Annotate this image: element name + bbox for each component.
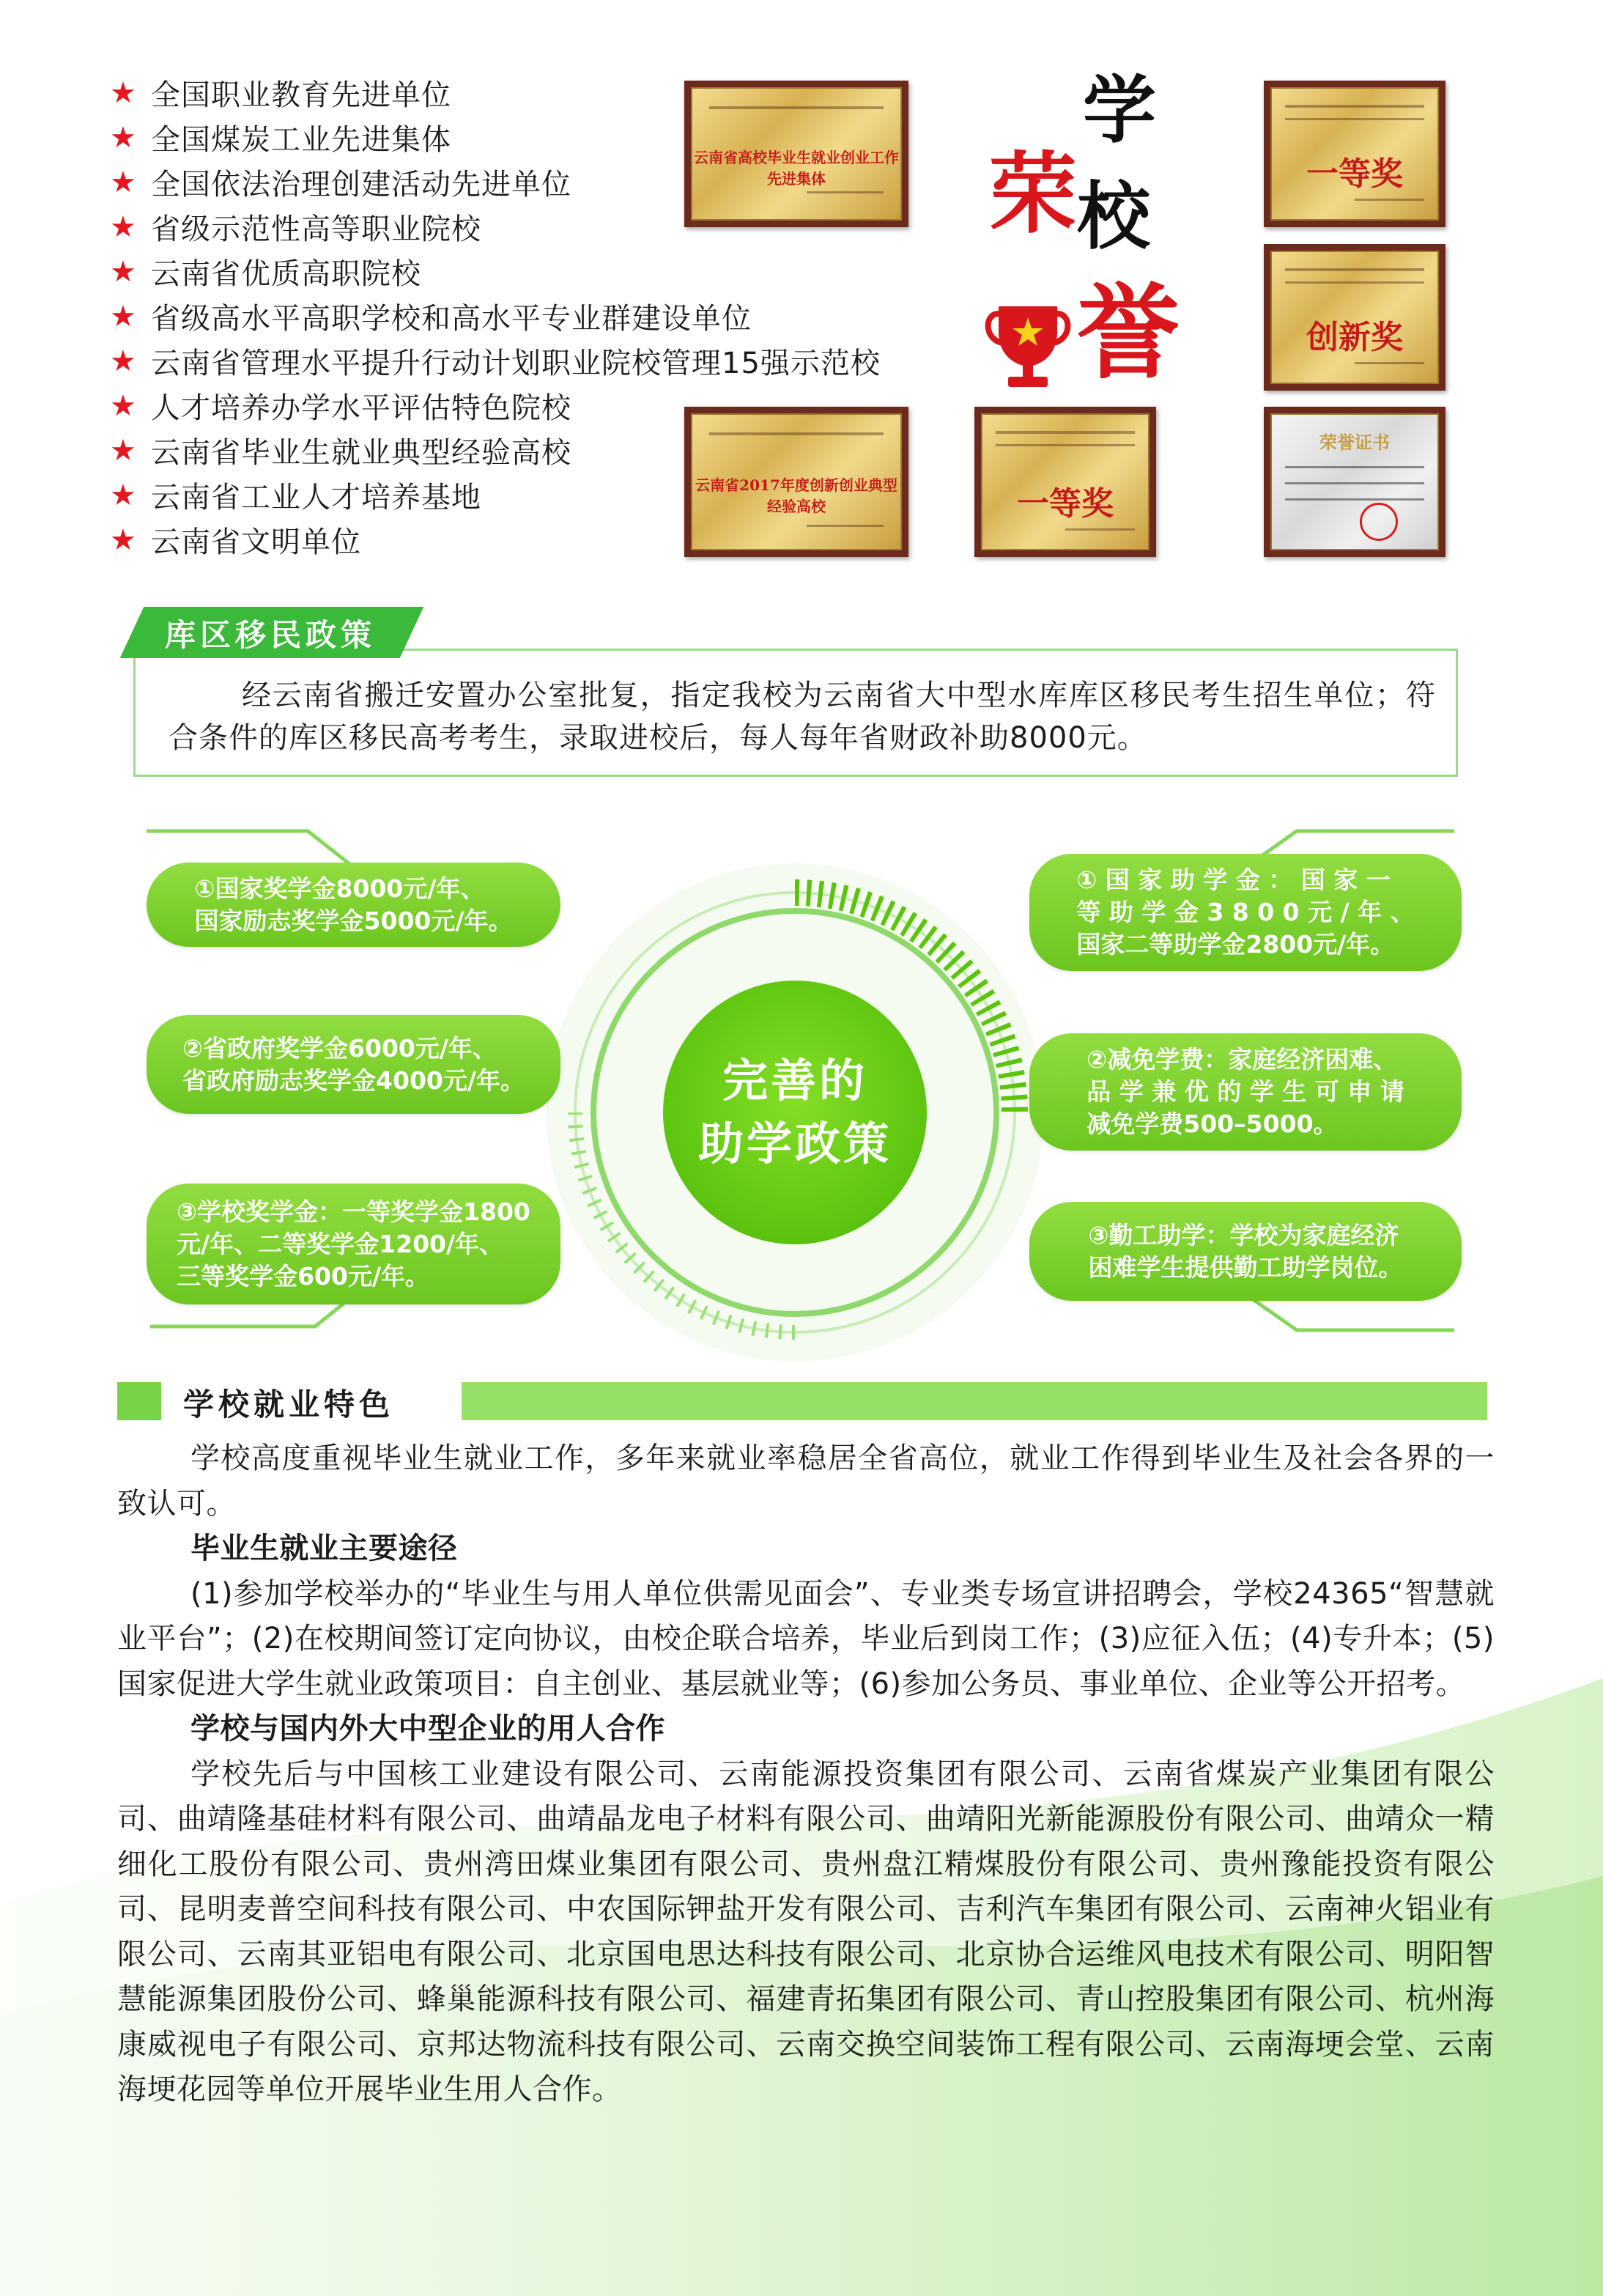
star-icon: ★ xyxy=(110,344,137,378)
policy-text: 经云南省搬迁安置办公室批复，指定我校为云南省大中型水库库区移民考生招生单位；符合条件的库区移民高考考生，录取进校后，每人每年省财政补助8000元。 xyxy=(169,679,1436,755)
employment-title: 学校就业特色 xyxy=(183,1387,395,1422)
coop-heading: 学校与国内外大中型企业的用人合作 xyxy=(190,1712,665,1746)
plaque-1-text: 云南省高校毕业生就业创业工作先进集体 xyxy=(694,149,899,188)
aid-left-3 xyxy=(147,1184,560,1304)
star-icon: ★ xyxy=(110,478,137,512)
honor-item-label: 云南省管理水平提升行动计划职业院校管理15强示范校 xyxy=(151,347,881,380)
honor-item-label: 省级示范性高等职业院校 xyxy=(151,213,481,246)
plaque-3-text: 创新奖 xyxy=(1306,319,1403,356)
aid-center-line1: 完善的 xyxy=(722,1054,867,1107)
coop-text: 学校先后与中国核工业建设有限公司、云南能源投资集团有限公司、云南省煤炭产业集团有限公司、曲靖隆基硅材料有限公司、曲靖晶龙电子材料有限公司、曲靖阳光新能源股份有限公司、曲靖众一精细化工股份有限公司、贵州湾田煤业集团有限公司、贵州盘江精煤股份有限公司、贵州豫能投资有限公司、昆明麦普空间科技有限公司、中农国际钾盐开发有限公司、吉利汽车集团有限公司、云南神火铝业有限公司、云南其亚铝电有限公司、北京国电思达科技有限公司、北京协合运维风电技术有限公司、明阳智慧能源集团股份公司、蜂巢能源科技有限公司、福建青拓集团有限公司、青山控股集团有限公司、杭州海康威视电子有限公司、京邦达物流科技有限公司、云南交换空间装饰工程有限公司、云南海埂会堂、云南海埂花园等单位开展毕业生用人合作。 xyxy=(117,1757,1495,2106)
honor-item-label: 云南省优质高职院校 xyxy=(151,257,421,291)
honor-item-label: 全国职业教育先进单位 xyxy=(151,78,451,112)
title-char-yu: 誉 xyxy=(1077,273,1180,394)
aid-right-2-line1: ②减免学费：家庭经济困难、 xyxy=(1086,1045,1398,1074)
honor-item-label: 云南省毕业生就业典型经验高校 xyxy=(151,436,571,470)
employment-body xyxy=(117,1436,1495,2113)
plaque-4-text: 云南省2017年度创新创业典型经验高校 xyxy=(695,476,897,515)
honor-item-label: 云南省文明单位 xyxy=(151,525,361,559)
star-icon: ★ xyxy=(110,433,137,468)
employment-header-bar-right xyxy=(462,1382,1487,1420)
plaque-5-text: 一等奖 xyxy=(1017,485,1114,523)
title-char-xue: 学 xyxy=(1083,67,1156,153)
employment-intro: 学校高度重视毕业生就业工作，多年来就业率稳居全省高位，就业工作得到毕业生及社会各界的一致认可。 xyxy=(117,1442,1495,1521)
aid-left-1-line1: ①国家奖学金8000元/年、 xyxy=(194,874,485,903)
plaque-6-text: 荣誉证书 xyxy=(1319,432,1390,453)
star-icon: ★ xyxy=(110,299,137,333)
aid-center-line2: 助学政策 xyxy=(697,1117,892,1170)
star-icon: ★ xyxy=(110,388,137,423)
channels-text: (1)参加学校举办的“毕业生与用人单位供需见面会”、专业类专场宣讲招聘会，学校24365“智慧就业平台”；(2)在校期间签订定向协议，由校企联合培养，毕业后到岗工作；(3)应征入伍；(4)专升本；(5)国家促进大学生就业政策项目：自主创业、基层就业等；(6)参加公务员、事业单位、企业等公开招考。 xyxy=(117,1576,1495,1701)
star-icon: ★ xyxy=(110,254,137,289)
aid-left-3-line2: 元/年、二等奖学金1200/年、 xyxy=(177,1229,504,1258)
honor-item-label: 云南省工业人才培养基地 xyxy=(151,481,481,514)
employment-header-bar-left xyxy=(117,1382,161,1420)
aid-left-2 xyxy=(147,1015,560,1114)
honor-item-label: 省级高水平高职学校和高水平专业群建设单位 xyxy=(151,302,752,336)
star-icon: ★ xyxy=(110,165,137,199)
aid-left-2-line2: 省政府励志奖学金4000元/年。 xyxy=(182,1066,525,1095)
star-icon: ★ xyxy=(110,210,137,244)
star-icon: ★ xyxy=(110,75,137,110)
aid-right-3 xyxy=(1029,1202,1462,1301)
aid-right-3-line1: ③勤工助学：学校为家庭经济 xyxy=(1088,1220,1399,1249)
honor-item-label: 人才培养办学水平评估特色院校 xyxy=(151,391,571,425)
aid-left-3-line3: 三等奖学金600元/年。 xyxy=(177,1261,430,1291)
honor-item-label: 全国煤炭工业先进集体 xyxy=(151,123,451,157)
aid-center-circle xyxy=(663,981,927,1244)
star-icon: ★ xyxy=(110,523,137,557)
honor-item-label: 全国依法治理创建活动先进单位 xyxy=(151,168,571,202)
aid-left-1 xyxy=(147,863,560,947)
policy-tab-label: 库区移民政策 xyxy=(165,617,377,653)
aid-right-3-line2: 困难学生提供勤工助学岗位。 xyxy=(1088,1252,1403,1282)
title-char-rong: 荣 xyxy=(989,142,1077,246)
aid-left-1-line2: 国家励志奖学金5000元/年。 xyxy=(194,906,513,935)
aid-left-3-line1: ③学校奖学金：一等奖学金1800 xyxy=(177,1197,530,1226)
aid-right-1-line2: 等 助 学 金 3 8 0 0 元 / 年 、 xyxy=(1076,898,1415,926)
plaque-2-text: 一等奖 xyxy=(1306,155,1403,193)
channels-heading: 毕业生就业主要途径 xyxy=(190,1532,458,1565)
aid-left-2-line1: ②省政府奖学金6000元/年、 xyxy=(182,1033,497,1063)
aid-right-2-line3: 减免学费500–5000。 xyxy=(1086,1110,1338,1138)
aid-right-1 xyxy=(1029,854,1462,971)
star-icon: ★ xyxy=(110,120,137,155)
aid-right-2 xyxy=(1029,1033,1462,1151)
aid-right-2-line2: 品 学 兼 优 的 学 生 可 申 请 xyxy=(1086,1077,1404,1106)
title-char-xiao: 校 xyxy=(1077,173,1150,259)
aid-right-1-line3: 国家二等助学金2800元/年。 xyxy=(1076,930,1395,959)
aid-right-1-line1: ① 国 家 助 学 金 ： 国 家 一 xyxy=(1076,865,1391,894)
